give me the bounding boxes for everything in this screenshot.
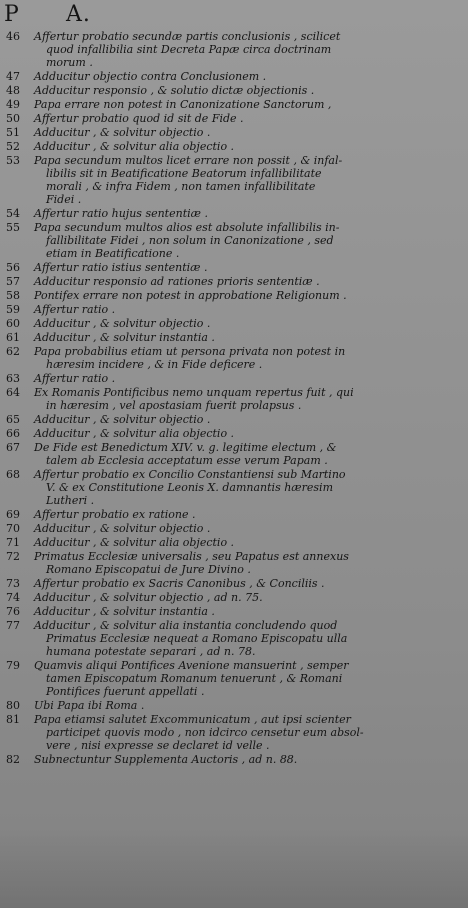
entry-number: 76	[6, 605, 20, 618]
index-entry	[0, 221, 468, 260]
entry-text-line: etiam in Beatificatione .	[46, 247, 180, 260]
entry-number: 64	[6, 386, 20, 399]
entry-number: 74	[6, 591, 20, 604]
entry-text-line: Pontifices fuerunt appellati .	[46, 685, 205, 698]
entry-text-line: Romano Episcopatui de Jure Divino .	[46, 563, 251, 576]
index-entry	[0, 126, 468, 139]
entry-text-line: Papa errare non potest in Canonizatione Sanctorum ,	[34, 98, 332, 111]
entry-number: 63	[6, 372, 20, 385]
entry-number: 69	[6, 508, 20, 521]
index-entry	[0, 753, 468, 766]
entry-number: 51	[6, 126, 20, 139]
entry-text-line: Ex Romanis Pontificibus nemo unquam repertus fuit , qui	[34, 386, 354, 399]
entry-number: 73	[6, 577, 20, 590]
entry-text-line: in hæresim , vel apostasiam fuerit prolapsus .	[46, 399, 302, 412]
entry-number: 57	[6, 275, 20, 288]
index-entry	[0, 98, 468, 111]
entry-number: 71	[6, 536, 20, 549]
entry-text-line: Affertur probatio ex Sacris Canonibus , & Conciliis .	[34, 577, 325, 590]
entry-text-line: Affertur probatio ex Concilio Constantiensi sub Martino	[34, 468, 346, 481]
entry-text-line: Adducitur , & solvitur instantia .	[34, 605, 215, 618]
index-entry	[0, 275, 468, 288]
entry-number: 60	[6, 317, 20, 330]
entry-text-line: Adducitur responsio , & solutio dictæ objectionis .	[34, 84, 315, 97]
index-entry	[0, 699, 468, 712]
entry-text-line: libilis sit in Beatificatione Beatorum infallibilitate	[46, 167, 322, 180]
index-entry	[0, 605, 468, 618]
entry-number: 49	[6, 98, 20, 111]
entry-text-line: Affertur ratio hujus sententiæ .	[34, 207, 208, 220]
entry-number: 82	[6, 753, 20, 766]
entry-number: 72	[6, 550, 20, 563]
entry-text-line: vere , nisi expresse se declaret id velle .	[46, 739, 270, 752]
index-entry	[0, 140, 468, 153]
entry-text-line: Adducitur , & solvitur objectio .	[34, 522, 211, 535]
entry-text-line: Adducitur , & solvitur alia objectio .	[34, 427, 235, 440]
index-entry	[0, 154, 468, 206]
index-entry	[0, 261, 468, 274]
entry-number: 58	[6, 289, 20, 302]
entry-text-line: Ubi Papa ibi Roma .	[34, 699, 145, 712]
entry-text-line: Affertur probatio secundæ partis conclusionis , scilicet	[34, 30, 341, 43]
entry-text-line: Fidei .	[46, 193, 82, 206]
index-entry	[0, 345, 468, 371]
entry-number: 70	[6, 522, 20, 535]
entry-text-line: Affertur ratio .	[34, 372, 116, 385]
entry-number: 66	[6, 427, 20, 440]
entry-text-line: Adducitur objectio contra Conclusionem .	[34, 70, 267, 83]
index-entry	[0, 413, 468, 426]
entry-number: 52	[6, 140, 20, 153]
entry-text-line: Affertur probatio ex ratione .	[34, 508, 196, 521]
header-letter-left: P	[4, 2, 20, 27]
index-entry	[0, 207, 468, 220]
index-entry	[0, 536, 468, 549]
page-shadow	[0, 828, 468, 908]
entry-text-line: tamen Episcopatum Romanum tenuerunt , & Romani	[46, 672, 343, 685]
index-entry	[0, 468, 468, 507]
entry-text-line: Adducitur , & solvitur objectio .	[34, 413, 211, 426]
entry-text-line: morum .	[46, 56, 93, 69]
entry-text-line: Lutheri .	[46, 494, 95, 507]
entry-text-line: humana potestate separari , ad n. 78.	[46, 645, 256, 658]
index-entry	[0, 508, 468, 521]
entry-text-line: morali , & infra Fidem , non tamen infallibilitate	[46, 180, 316, 193]
entry-text-line: Adducitur , & solvitur alia objectio .	[34, 536, 235, 549]
entry-number: 81	[6, 713, 20, 726]
entry-text-line: Primatus Ecclesiæ universalis , seu Papatus est annexus	[34, 550, 349, 563]
index-entry	[0, 30, 468, 69]
entry-number: 46	[6, 30, 20, 43]
entry-text-line: Papa secundum multos licet errare non possit , & infal-	[34, 154, 343, 167]
entry-text-line: talem ab Ecclesia acceptatum esse verum Papam .	[46, 454, 328, 467]
entry-text-line: Pontifex errare non potest in approbatione Religionum .	[34, 289, 347, 302]
entry-text-line: Adducitur , & solvitur objectio , ad n. 75.	[34, 591, 263, 604]
entry-number: 61	[6, 331, 20, 344]
entry-text-line: Papa secundum multos alios est absolute infallibilis in-	[34, 221, 340, 234]
index-entry	[0, 713, 468, 752]
entry-text-line: Adducitur , & solvitur objectio .	[34, 317, 211, 330]
entry-text-line: Adducitur responsio ad rationes prioris sententiæ .	[34, 275, 320, 288]
index-entry	[0, 427, 468, 440]
entry-number: 55	[6, 221, 20, 234]
entry-text-line: Papa etiamsi salutet Excommunicatum , aut ipsi scienter	[34, 713, 351, 726]
entry-text-line: fallibilitate Fidei , non solum in Canonizatione , sed	[46, 234, 334, 247]
index-entry	[0, 331, 468, 344]
index-entry	[0, 577, 468, 590]
index-entry	[0, 386, 468, 412]
entry-number: 48	[6, 84, 20, 97]
page-header	[4, 2, 468, 30]
entry-number: 54	[6, 207, 20, 220]
entry-text-line: De Fide est Benedictum XIV. v. g. legitime electum , &	[34, 441, 337, 454]
index-entry	[0, 441, 468, 467]
entry-text-line: Affertur ratio .	[34, 303, 116, 316]
index-entry	[0, 372, 468, 385]
index-entries	[0, 30, 468, 767]
entry-number: 50	[6, 112, 20, 125]
entry-text-line: quod infallibilia sint Decreta Papæ circa doctrinam	[46, 43, 332, 56]
index-entry	[0, 70, 468, 83]
entry-text-line: V. & ex Constitutione Leonis X. damnantis hæresim	[46, 481, 334, 494]
index-entry	[0, 619, 468, 658]
entry-number: 53	[6, 154, 20, 167]
entry-text-line: Papa probabilius etiam ut persona privata non potest in	[34, 345, 346, 358]
entry-text-line: Primatus Ecclesiæ nequeat a Romano Episcopatu ulla	[46, 632, 348, 645]
entry-text-line: participet quovis modo , non idcirco censetur eum absol-	[46, 726, 364, 739]
entry-number: 62	[6, 345, 20, 358]
index-entry	[0, 522, 468, 535]
entry-text-line: Affertur probatio quod id sit de Fide .	[34, 112, 244, 125]
entry-number: 79	[6, 659, 20, 672]
entry-number: 47	[6, 70, 20, 83]
header-letter-right: A.	[66, 2, 91, 27]
entry-number: 77	[6, 619, 20, 632]
index-entry	[0, 317, 468, 330]
entry-text-line: hæresim incidere , & in Fide deficere .	[46, 358, 263, 371]
entry-text-line: Adducitur , & solvitur objectio .	[34, 126, 211, 139]
entry-number: 80	[6, 699, 20, 712]
entry-text-line: Adducitur , & solvitur alia instantia concludendo quod	[34, 619, 338, 632]
entry-number: 65	[6, 413, 20, 426]
entry-number: 56	[6, 261, 20, 274]
entry-text-line: Adducitur , & solvitur alia objectio .	[34, 140, 235, 153]
index-entry	[0, 303, 468, 316]
entry-number: 67	[6, 441, 20, 454]
entry-number: 68	[6, 468, 20, 481]
index-entry	[0, 659, 468, 698]
index-entry	[0, 550, 468, 576]
index-entry	[0, 112, 468, 125]
entry-number: 59	[6, 303, 20, 316]
entry-text-line: Subnectuntur Supplementa Auctoris , ad n. 88.	[34, 753, 298, 766]
entry-text-line: Quamvis aliqui Pontifices Avenione mansuerint , semper	[34, 659, 349, 672]
entry-text-line: Adducitur , & solvitur instantia .	[34, 331, 215, 344]
index-entry	[0, 591, 468, 604]
index-entry	[0, 289, 468, 302]
entry-text-line: Affertur ratio istius sententiæ .	[34, 261, 208, 274]
index-entry	[0, 84, 468, 97]
